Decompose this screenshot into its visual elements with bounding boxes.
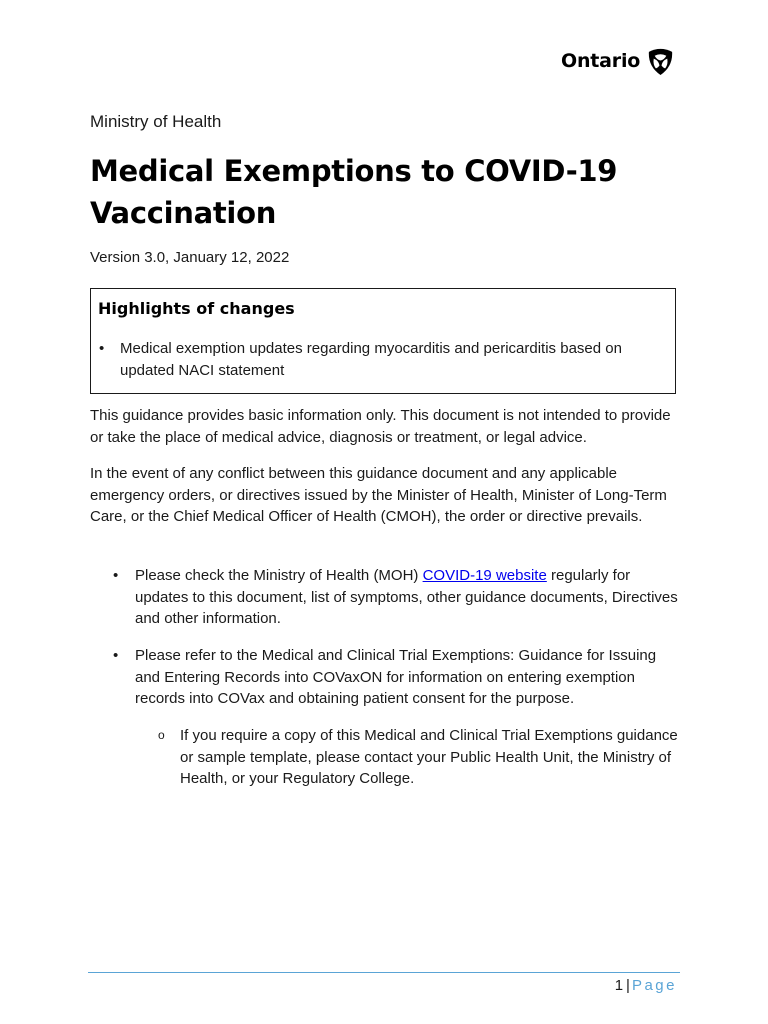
bullet-item-check-website: [113, 565, 678, 630]
bullet-marker: •: [113, 567, 119, 584]
bullet-item-refer-guidance: [113, 645, 678, 710]
page-separator: |: [626, 977, 630, 994]
ontario-logo: [561, 45, 675, 77]
logo-wordmark: Ontario: [561, 50, 641, 72]
sub-bullet-marker: o: [158, 728, 165, 742]
version-date: Version 3.0, January 12, 2022: [90, 249, 290, 266]
bullet-marker: •: [99, 340, 105, 357]
bullet-text-before: Please check the Ministry of Health (MOH): [135, 567, 423, 584]
highlights-box: [90, 288, 676, 394]
footer-rule: [88, 972, 680, 973]
bullet-marker: •: [113, 647, 119, 664]
bullet-text: Please refer to the Medical and Clinical Trial Exemptions: Guidance for Issuing and Entering Records into COVaxON for information on entering exemption records into COVax and obtaining patient consent for the purpose.: [135, 647, 657, 707]
sub-bullet-item-request-copy: [158, 725, 678, 790]
page-label: Page: [631, 977, 677, 994]
highlights-heading: Highlights of changes: [98, 299, 295, 318]
bullet-text: [135, 565, 678, 630]
sub-bullet-text: If you require a copy of this Medical and Clinical Trial Exemptions guidance or sample template, please contact your Public Health Unit, the Ministry of Health, or your Regulatory College.: [180, 727, 678, 787]
page-number-value: 1: [614, 977, 624, 994]
bullet-text-after: regularly for updates to this document, list of symptoms, other guidance documents, Directives and other information.: [135, 567, 678, 627]
highlights-item: [99, 338, 664, 381]
covid-19-website-link[interactable]: COVID-19 website: [422, 567, 547, 584]
ministry-name: Ministry of Health: [90, 112, 222, 131]
document-title: Medical Exemptions to COVID-19 Vaccination: [90, 154, 618, 230]
highlights-item-text: Medical exemption updates regarding myocarditis and pericarditis based on updated NACI statement: [120, 340, 622, 379]
page-number: [615, 977, 677, 994]
conflict-paragraph: In the event of any conflict between this guidance document and any applicable emergency orders, or directives issued by the Minister of Health, Minister of Long-Term Care, or the Chief Medical Officer of Health (CMOH), the order or directive prevails.: [90, 465, 667, 526]
disclaimer-paragraph: This guidance provides basic information only. This document is not intended to provide or take the place of medical advice, diagnosis or treatment, or legal advice.: [90, 407, 671, 446]
ontario-trillium-icon: [646, 47, 675, 76]
